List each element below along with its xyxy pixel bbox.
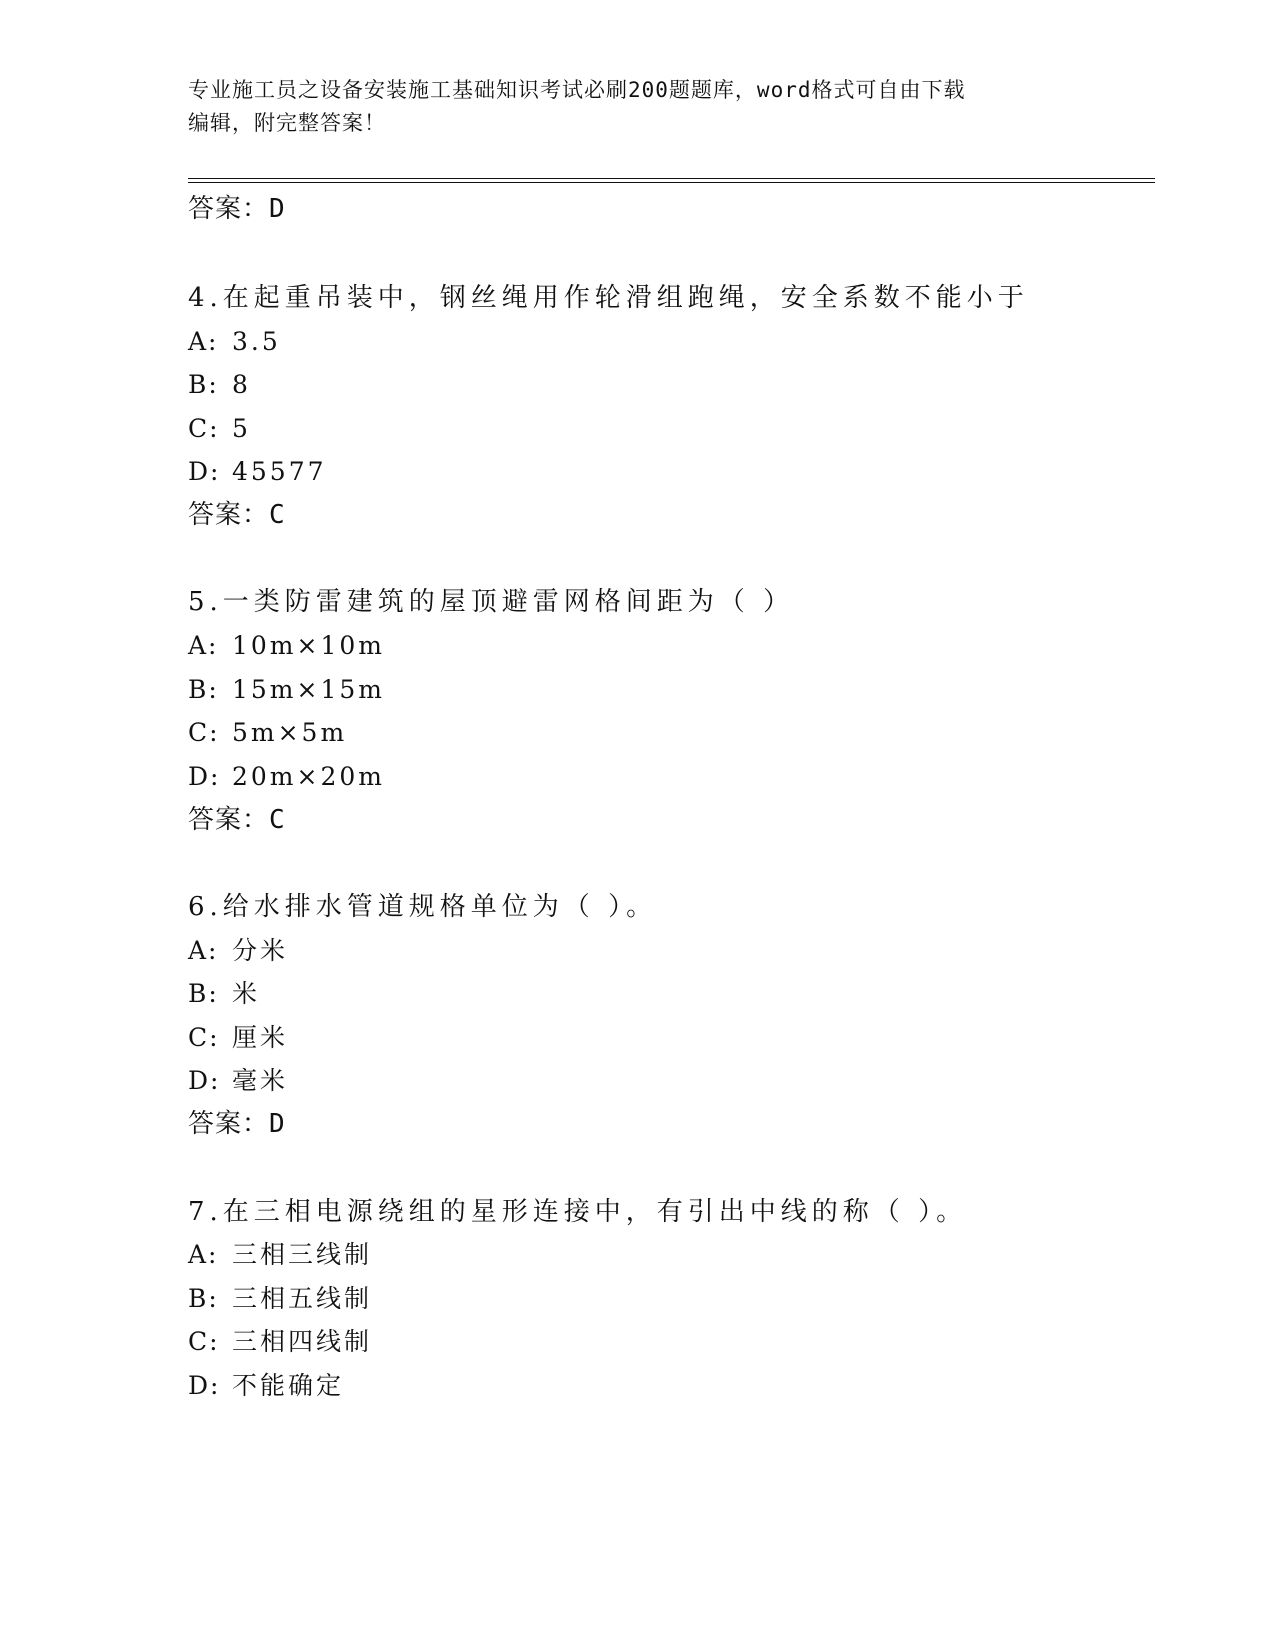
header-line-1: 专业施工员之设备安装施工基础知识考试必刷200题题库，word格式可自由下载 <box>188 78 966 102</box>
option-value: 3.5 <box>232 327 281 356</box>
option-value: 不能确定 <box>232 1371 345 1400</box>
option-d <box>188 760 385 794</box>
option-b <box>188 1282 372 1316</box>
option-value: 毫米 <box>232 1066 289 1095</box>
option-letter: C: <box>188 414 220 443</box>
question-text: 4.在起重吊装中，钢丝绳用作轮滑组跑绳，安全系数不能小于 <box>188 283 1029 313</box>
option-d <box>188 455 327 489</box>
option-letter: B: <box>188 979 219 1008</box>
answer-label: 答案：D <box>188 1109 286 1139</box>
option-letter: C: <box>188 1327 220 1356</box>
option-c <box>188 716 347 750</box>
option-letter: D: <box>188 1371 221 1400</box>
option-c <box>188 1021 288 1055</box>
option-value: 20m×20m <box>232 762 385 791</box>
document-header <box>188 74 1068 140</box>
option-letter: D: <box>188 457 221 486</box>
option-value: 三相四线制 <box>232 1327 373 1356</box>
option-value: 15m×15m <box>232 675 385 704</box>
answer-label: 答案：C <box>188 805 286 835</box>
answer-label: 答案：C <box>188 500 286 530</box>
option-letter: B: <box>188 370 219 399</box>
header-rule-bottom <box>188 182 1155 183</box>
option-letter: A: <box>188 327 219 356</box>
option-letter: A: <box>188 631 219 660</box>
option-letter: A: <box>188 936 219 965</box>
answer-label: 答案：D <box>188 194 286 224</box>
option-letter: B: <box>188 675 219 704</box>
option-c <box>188 412 251 446</box>
question-text: 5.一类防雷建筑的屋顶避雷网格间距为（ ） <box>188 587 795 617</box>
option-a <box>188 629 385 663</box>
option-letter: C: <box>188 1023 220 1052</box>
question-text: 6.给水排水管道规格单位为（ ）。 <box>188 892 658 922</box>
option-letter: A: <box>188 1240 219 1269</box>
option-b <box>188 977 260 1011</box>
option-a <box>188 325 281 359</box>
option-value: 厘米 <box>232 1023 289 1052</box>
option-a <box>188 1238 372 1272</box>
option-value: 45577 <box>232 457 327 486</box>
option-letter: B: <box>188 1284 219 1313</box>
option-c <box>188 1325 372 1359</box>
option-value: 8 <box>232 370 251 399</box>
option-letter: C: <box>188 718 220 747</box>
option-value: 米 <box>232 979 261 1008</box>
option-b <box>188 673 385 707</box>
question-text: 7.在三相电源绕组的星形连接中，有引出中线的称（ ）。 <box>188 1197 968 1227</box>
option-d <box>188 1064 288 1098</box>
option-d <box>188 1369 344 1403</box>
option-value: 三相五线制 <box>232 1284 373 1313</box>
option-letter: D: <box>188 1066 221 1095</box>
header-line-2: 编辑，附完整答案！ <box>188 111 386 135</box>
option-value: 10m×10m <box>232 631 385 660</box>
option-a <box>188 934 288 968</box>
option-letter: D: <box>188 762 221 791</box>
option-value: 5m×5m <box>232 718 348 747</box>
option-value: 5 <box>232 414 251 443</box>
option-value: 三相三线制 <box>232 1240 373 1269</box>
option-b <box>188 368 251 402</box>
option-value: 分米 <box>232 936 289 965</box>
header-rule-top <box>188 178 1155 179</box>
